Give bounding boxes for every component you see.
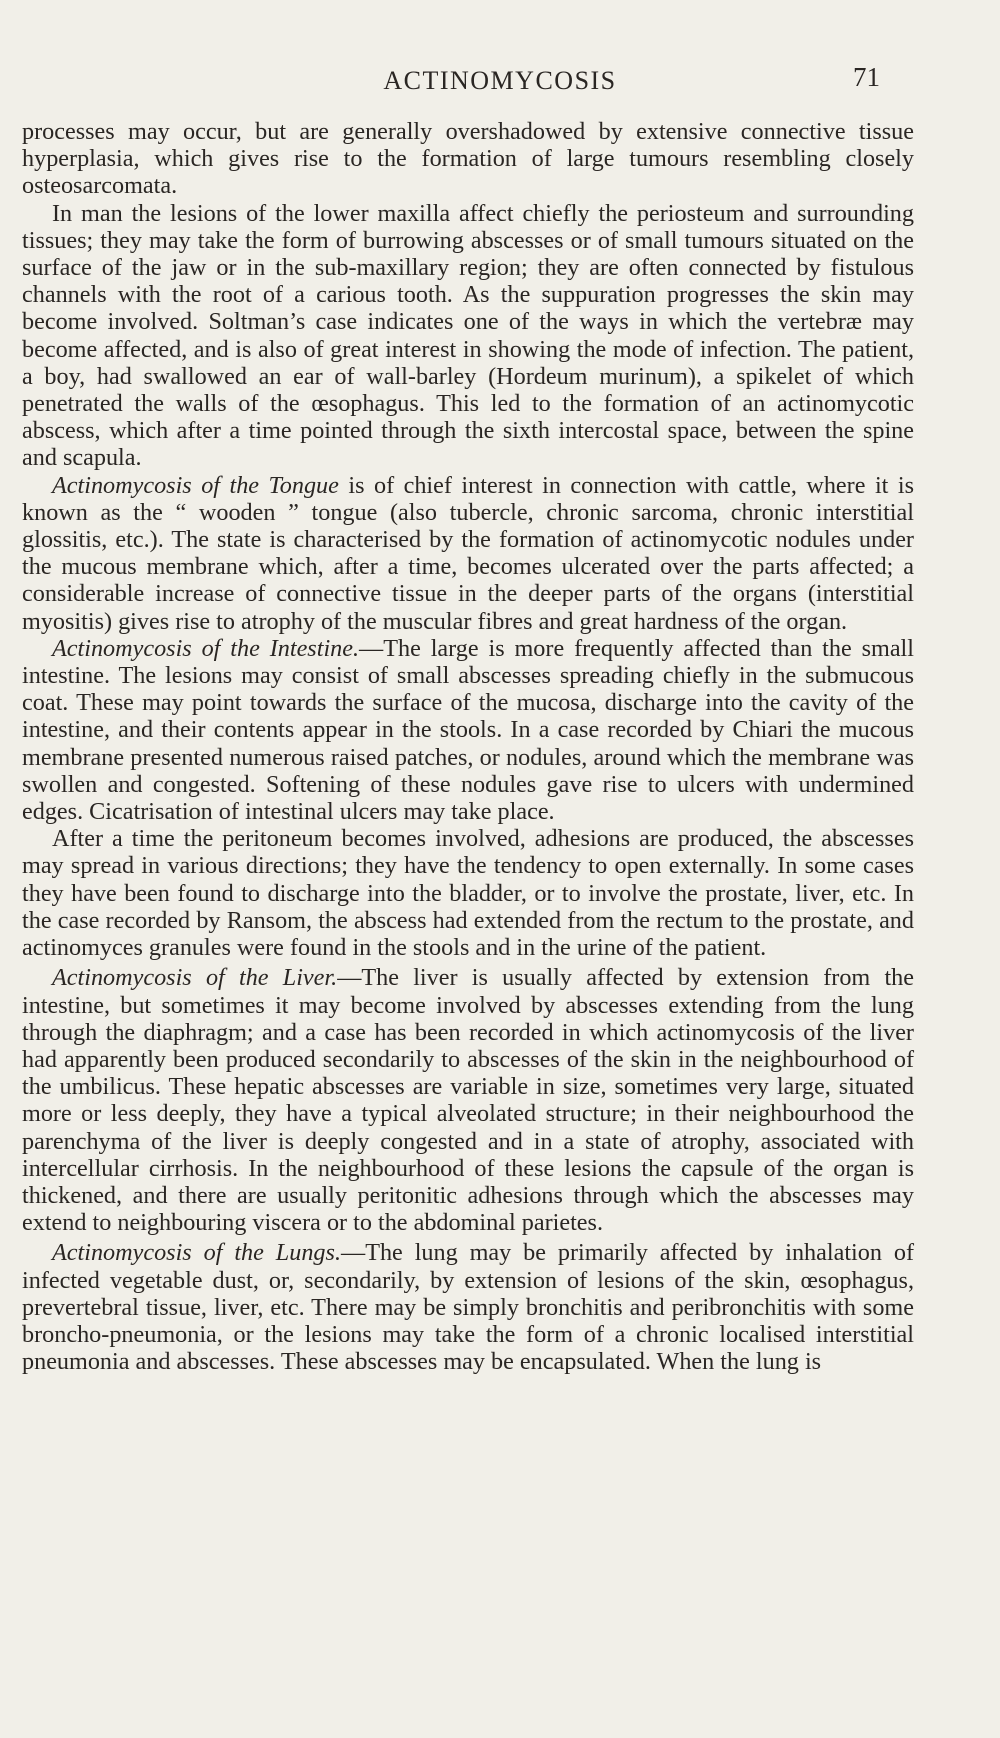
- section-heading-intestine: Actinomycosis of the Intestine.: [52, 634, 360, 662]
- body-text: [22, 118, 914, 1375]
- paragraph-intestine: [22, 635, 914, 825]
- running-title: ACTINOMYCOSIS: [383, 66, 617, 95]
- paragraph-text: processes may occur, but are generally overshadowed by extensive connective tissue hyperplasia, which gives rise to the formation of large tumours resembling closely osteosarcomata.: [22, 118, 914, 200]
- paragraph-text: After a time the peritoneum becomes involved, adhesions are produced, the abscesses may spread in various directions; they have the tendency to open externally. In some cases they have been found to discharge into the bladder, or to involve the prostate, liver, etc. In the case recorded by Ransom, the abscess had extended from the rectum to the prostate, and actinomyces granules were found in the stools and in the urine of the patient.: [22, 825, 914, 962]
- paragraph-text: is of chief interest in connection with cattle, where it is known as the “ wooden ” tongue (also tubercle, chronic sarcoma, chronic interstitial glossitis, etc.). The state is characterised by the formation of actinomycotic nodules under the mucous membrane which, after a time, becomes ulcerated over the parts affected; a considerable increase of connective tissue in the deeper parts of the organs (interstitial myositis) gives rise to atrophy of the muscular fibres and great hardness of the organ.: [22, 471, 914, 635]
- section-heading-liver: Actinomycosis of the Liver.: [52, 964, 338, 992]
- paragraph-liver: [22, 964, 914, 1236]
- paragraph-text: In man the lesions of the lower maxilla affect chiefly the periosteum and surrounding tissues; they may take the form of burrowing abscesses or of small tumours situated on the surface of the jaw or in the sub-maxillary region; they are often connected by fistulous channels with the root of a carious tooth. As the suppuration progresses the skin may become involved. Soltman’s case indicates one of the ways in which the vertebræ may become affected, and is also of great interest in showing the mode of infection. The patient, a boy, had swallowed an ear of wall-barley (Hordeum murinum), a spikelet of which penetrated the walls of the œsophagus. This led to the formation of an actinomycotic abscess, which after a time pointed through the sixth intercostal space, between the spine and scapula.: [22, 199, 914, 472]
- page-number: 71: [853, 62, 880, 92]
- section-heading-tongue: Actinomycosis of the Tongue: [52, 471, 339, 499]
- paragraph-continuation: [22, 118, 914, 200]
- paragraph-lower-maxilla: [22, 200, 914, 472]
- paragraph-text: —The lung may be primarily affected by inhalation of infected vegetable dust, or, secondarily, by extension of lesions of the skin, œsophagus, prevertebral tissue, liver, etc. There may be simply bronchitis and peribronchitis with some broncho-pneumonia, or the lesions may take the form of a chronic localised interstitial pneumonia and abscesses. These abscesses may be encapsulated. When the lung is: [22, 1239, 915, 1376]
- paragraph-peritoneum: [22, 825, 914, 961]
- paragraph-text: —The liver is usually affected by extension from the intestine, but sometimes it may become involved by abscesses extending from the lung through the diaphragm; and a case has been recorded in which actinomycosis of the liver had apparently been produced secondarily to abscesses of the skin in the neighbourhood of the umbilicus. These hepatic abscesses are variable in size, sometimes very large, situated more or less deeply, they have a typical alveolated structure; in their neighbourhood the parenchyma of the liver is deeply congested and in a state of atrophy, associated with intercellular cirrhosis. In the neighbourhood of these lesions the capsule of the organ is thickened, and there are usually peritonitic adhesions through which the abscesses may extend to neighbouring viscera or to the abdominal parietes.: [22, 964, 915, 1237]
- paragraph-tongue: [22, 472, 914, 635]
- paragraph-lungs: [22, 1239, 914, 1375]
- section-heading-lungs: Actinomycosis of the Lungs.: [52, 1239, 341, 1267]
- page-header: [0, 62, 1000, 106]
- paragraph-text: —The large is more frequently affected than the small intestine. The lesions may consist of small abscesses spreading chiefly in the submucous coat. These may point towards the surface of the mucosa, discharge into the cavity of the intestine, and their contents appear in the stools. In a case recorded by Chiari the mucous membrane presented numerous raised patches, or nodules, around which the membrane was swollen and congested. Softening of these nodules gave rise to ulcers with undermined edges. Cicatrisation of intestinal ulcers may take place.: [22, 634, 914, 826]
